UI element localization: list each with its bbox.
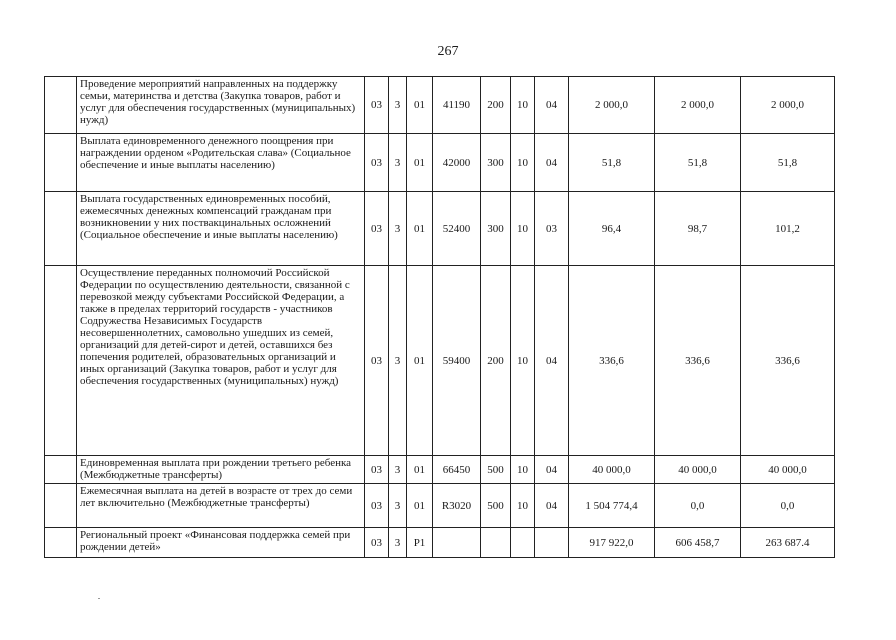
amount-year-1: 1 504 774,4	[569, 484, 655, 528]
subsection	[535, 528, 569, 558]
subsection: 03	[535, 192, 569, 266]
expense-type: 200	[481, 77, 511, 134]
target-article: 52400	[433, 192, 481, 266]
budget-table	[44, 76, 835, 558]
expense-type: 500	[481, 484, 511, 528]
amount-year-3: 101,2	[741, 192, 835, 266]
expense-type	[481, 528, 511, 558]
code-3: 01	[407, 266, 433, 456]
section: 10	[511, 134, 535, 192]
amount-year-3: 2 000,0	[741, 77, 835, 134]
blank-cell	[45, 528, 77, 558]
expense-type: 300	[481, 134, 511, 192]
code-3: 01	[407, 192, 433, 266]
code-1: 03	[365, 456, 389, 484]
target-article	[433, 528, 481, 558]
section: 10	[511, 484, 535, 528]
code-2: 3	[389, 266, 407, 456]
code-1: 03	[365, 134, 389, 192]
code-1: 03	[365, 266, 389, 456]
amount-year-2: 2 000,0	[655, 77, 741, 134]
row-name: Осуществление переданных полномочий Российской Федерации по осуществлению деятельности, связанной с перевозкой между субъектами Российской Федерации, а также в пределах территорий государств - участников Содружества Независимых Государств несовершеннолетних, самовольно ушедших из семей, организаций для детей-сирот и детей, оставшихся без попечения родителей, образовательных организаций и иных организаций (Закупка товаров, работ и услуг для обеспечения государственных (муниципальных) нужд)	[77, 266, 365, 456]
row-name: Выплата единовременного денежного поощрения при награждении орденом «Родительская слава» (Социальное обеспечение и иные выплаты населению)	[77, 134, 365, 192]
amount-year-1: 96,4	[569, 192, 655, 266]
blank-cell	[45, 134, 77, 192]
amount-year-2: 98,7	[655, 192, 741, 266]
table-row	[45, 266, 835, 456]
table-row	[45, 484, 835, 528]
code-2: 3	[389, 134, 407, 192]
row-name: Проведение мероприятий направленных на поддержку семьи, материнства и детства (Закупка товаров, работ и услуг для обеспечения государственных (муниципальных) нужд)	[77, 77, 365, 134]
subsection: 04	[535, 77, 569, 134]
blank-cell	[45, 77, 77, 134]
target-article: 42000	[433, 134, 481, 192]
target-article: 66450	[433, 456, 481, 484]
blank-cell	[45, 456, 77, 484]
table-row	[45, 77, 835, 134]
subsection: 04	[535, 266, 569, 456]
table-row	[45, 528, 835, 558]
row-name: Единовременная выплата при рождении третьего ребенка (Межбюджетные трансферты)	[77, 456, 365, 484]
subsection: 04	[535, 484, 569, 528]
blank-cell	[45, 484, 77, 528]
code-3: 01	[407, 134, 433, 192]
subsection: 04	[535, 134, 569, 192]
amount-year-3: 263 687.4	[741, 528, 835, 558]
amount-year-1: 40 000,0	[569, 456, 655, 484]
code-1: 03	[365, 192, 389, 266]
code-3: P1	[407, 528, 433, 558]
table-row	[45, 134, 835, 192]
blank-cell	[45, 192, 77, 266]
code-1: 03	[365, 77, 389, 134]
section: 10	[511, 77, 535, 134]
amount-year-2: 606 458,7	[655, 528, 741, 558]
amount-year-3: 51,8	[741, 134, 835, 192]
target-article: 41190	[433, 77, 481, 134]
amount-year-2: 40 000,0	[655, 456, 741, 484]
code-3: 01	[407, 77, 433, 134]
amount-year-1: 51,8	[569, 134, 655, 192]
target-article: R3020	[433, 484, 481, 528]
expense-type: 500	[481, 456, 511, 484]
amount-year-2: 0,0	[655, 484, 741, 528]
code-3: 01	[407, 456, 433, 484]
row-name: Региональный проект «Финансовая поддержка семей при рождении детей»	[77, 528, 365, 558]
row-name: Выплата государственных единовременных пособий, ежемесячных денежных компенсаций гражданам при возникновении у них поствакцинальных осложнений (Социальное обеспечение и иные выплаты населению)	[77, 192, 365, 266]
section: 10	[511, 456, 535, 484]
code-2: 3	[389, 456, 407, 484]
row-name: Ежемесячная выплата на детей в возрасте от трех до семи лет включительно (Межбюджетные трансферты)	[77, 484, 365, 528]
code-2: 3	[389, 528, 407, 558]
amount-year-1: 2 000,0	[569, 77, 655, 134]
target-article: 59400	[433, 266, 481, 456]
amount-year-3: 40 000,0	[741, 456, 835, 484]
blank-cell	[45, 266, 77, 456]
code-2: 3	[389, 484, 407, 528]
table-row	[45, 192, 835, 266]
table-row	[45, 456, 835, 484]
subsection: 04	[535, 456, 569, 484]
scan-speck	[98, 598, 100, 599]
amount-year-2: 336,6	[655, 266, 741, 456]
amount-year-3: 336,6	[741, 266, 835, 456]
section	[511, 528, 535, 558]
amount-year-3: 0,0	[741, 484, 835, 528]
amount-year-2: 51,8	[655, 134, 741, 192]
code-2: 3	[389, 192, 407, 266]
section: 10	[511, 266, 535, 456]
code-3: 01	[407, 484, 433, 528]
section: 10	[511, 192, 535, 266]
page-number: 267	[437, 44, 459, 59]
code-1: 03	[365, 528, 389, 558]
code-2: 3	[389, 77, 407, 134]
expense-type: 200	[481, 266, 511, 456]
expense-type: 300	[481, 192, 511, 266]
amount-year-1: 917 922,0	[569, 528, 655, 558]
amount-year-1: 336,6	[569, 266, 655, 456]
code-1: 03	[365, 484, 389, 528]
